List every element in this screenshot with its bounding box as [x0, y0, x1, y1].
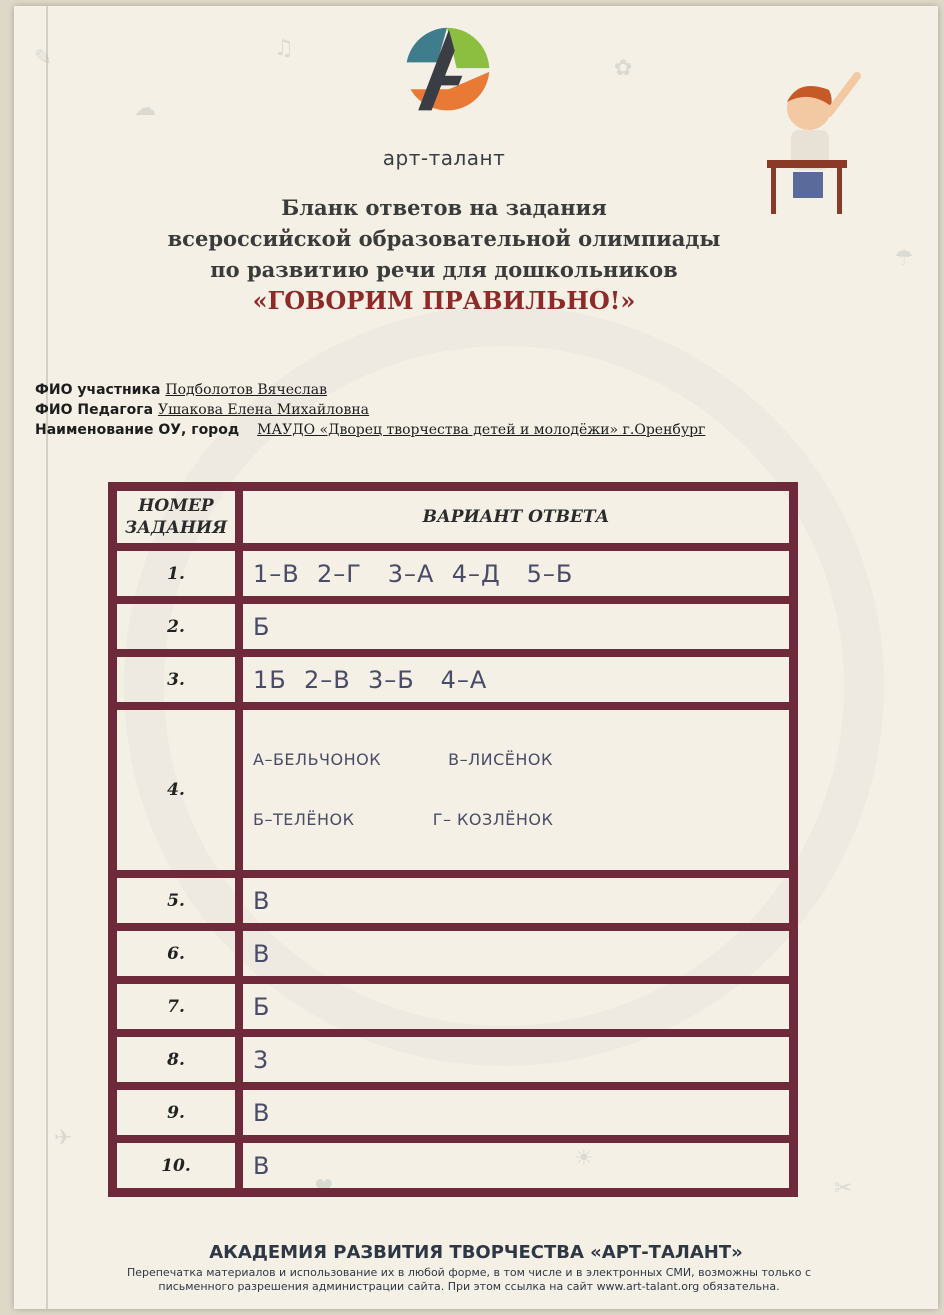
doodle-icon: ✎ — [34, 46, 53, 71]
handwritten-answer — [239, 706, 793, 874]
handwritten-answer: 3 — [239, 1033, 793, 1086]
schoolboy-illustration — [759, 68, 869, 218]
table-row — [113, 547, 793, 600]
teacher-value: Ушакова Елена Михайловна — [158, 402, 370, 418]
task-number: 2. — [113, 600, 239, 653]
table-row — [113, 980, 793, 1033]
brand-name: арт-талант — [382, 146, 506, 170]
participant-info — [35, 380, 705, 440]
task-number: 4. — [113, 706, 239, 874]
doodle-icon: ✂ — [834, 1176, 853, 1201]
school-label: Наименование ОУ, город — [35, 422, 240, 438]
handwritten-answer: В — [239, 927, 793, 980]
olympiad-name: «ГОВОРИМ ПРАВИЛЬНО!» — [252, 286, 636, 315]
table-row — [113, 874, 793, 927]
doodle-icon: ☂ — [894, 246, 914, 271]
academy-name: АКАДЕМИЯ РАЗВИТИЯ ТВОРЧЕСТВА «АРТ-ТАЛАНТ» — [209, 1242, 743, 1263]
form-title — [114, 192, 774, 316]
doodle-icon: ✈ — [54, 1126, 73, 1151]
notice-line-1: Перепечатка материалов и использование их в любой форме, в том числе и в электронных СМИ, возможны только с — [126, 1266, 812, 1279]
task-number: 8. — [113, 1033, 239, 1086]
task-number: 10. — [113, 1139, 239, 1192]
handwritten-answer: Б — [239, 600, 793, 653]
school-field — [35, 420, 705, 440]
art-talant-logo — [399, 22, 495, 118]
school-value: МАУДО «Дворец творчества детей и молодёжи» г.Оренбург — [257, 422, 706, 438]
handwritten-answer: В — [239, 874, 793, 927]
task-number: 7. — [113, 980, 239, 1033]
paper-fold-line — [46, 6, 48, 1309]
doodle-icon: ✿ — [614, 56, 633, 81]
teacher-label: ФИО Педагога — [35, 402, 154, 418]
table-row — [113, 1086, 793, 1139]
table-row — [113, 706, 793, 874]
handwritten-answer: 1–В 2–Г 3–А 4–Д 5–Б — [239, 547, 793, 600]
title-line-3: по развитию речи для дошкольников — [210, 257, 678, 282]
task-number: 5. — [113, 874, 239, 927]
copyright-notice — [84, 1266, 854, 1294]
answer-line-2: Б–ТЕЛЁНОК Г– КОЗЛЁНОК — [253, 810, 554, 829]
answers-table — [108, 482, 798, 1197]
handwritten-answer: Б — [239, 980, 793, 1033]
doodle-icon: ☁ — [134, 96, 156, 121]
doodle-icon: ♥ — [314, 1176, 334, 1201]
participant-value: Подболотов Вячеслав — [165, 382, 327, 398]
table-row — [113, 1033, 793, 1086]
doodle-icon: ♫ — [274, 36, 294, 61]
table-row — [113, 600, 793, 653]
task-number: 1. — [113, 547, 239, 600]
table-row — [113, 927, 793, 980]
title-line-2: всероссийской образовательной олимпиады — [167, 226, 721, 251]
participant-field — [35, 380, 705, 400]
participant-label: ФИО участника — [35, 382, 161, 398]
header-answer: ВАРИАНТ ОТВЕТА — [239, 487, 793, 547]
task-number: 9. — [113, 1086, 239, 1139]
teacher-field — [35, 400, 705, 420]
title-line-1: Бланк ответов на задания — [281, 195, 607, 220]
table-header-row — [113, 487, 793, 547]
task-number: 3. — [113, 653, 239, 706]
handwritten-answer: 1Б 2–В 3–Б 4–А — [239, 653, 793, 706]
table-row — [113, 653, 793, 706]
notice-line-2: письменного разрешения администрации сайта. При этом ссылка на сайт www.art-talant.org обязательна. — [158, 1280, 780, 1293]
header-task-number: НОМЕР ЗАДАНИЯ — [113, 487, 239, 547]
answer-sheet-page — [14, 6, 938, 1309]
handwritten-answer: В — [239, 1139, 793, 1192]
handwritten-answer: В — [239, 1086, 793, 1139]
doodle-icon: ☀ — [574, 1146, 594, 1171]
answer-line-1: А–БЕЛЬЧОНОК В–ЛИСЁНОК — [253, 750, 553, 769]
table-row — [113, 1139, 793, 1192]
task-number: 6. — [113, 927, 239, 980]
